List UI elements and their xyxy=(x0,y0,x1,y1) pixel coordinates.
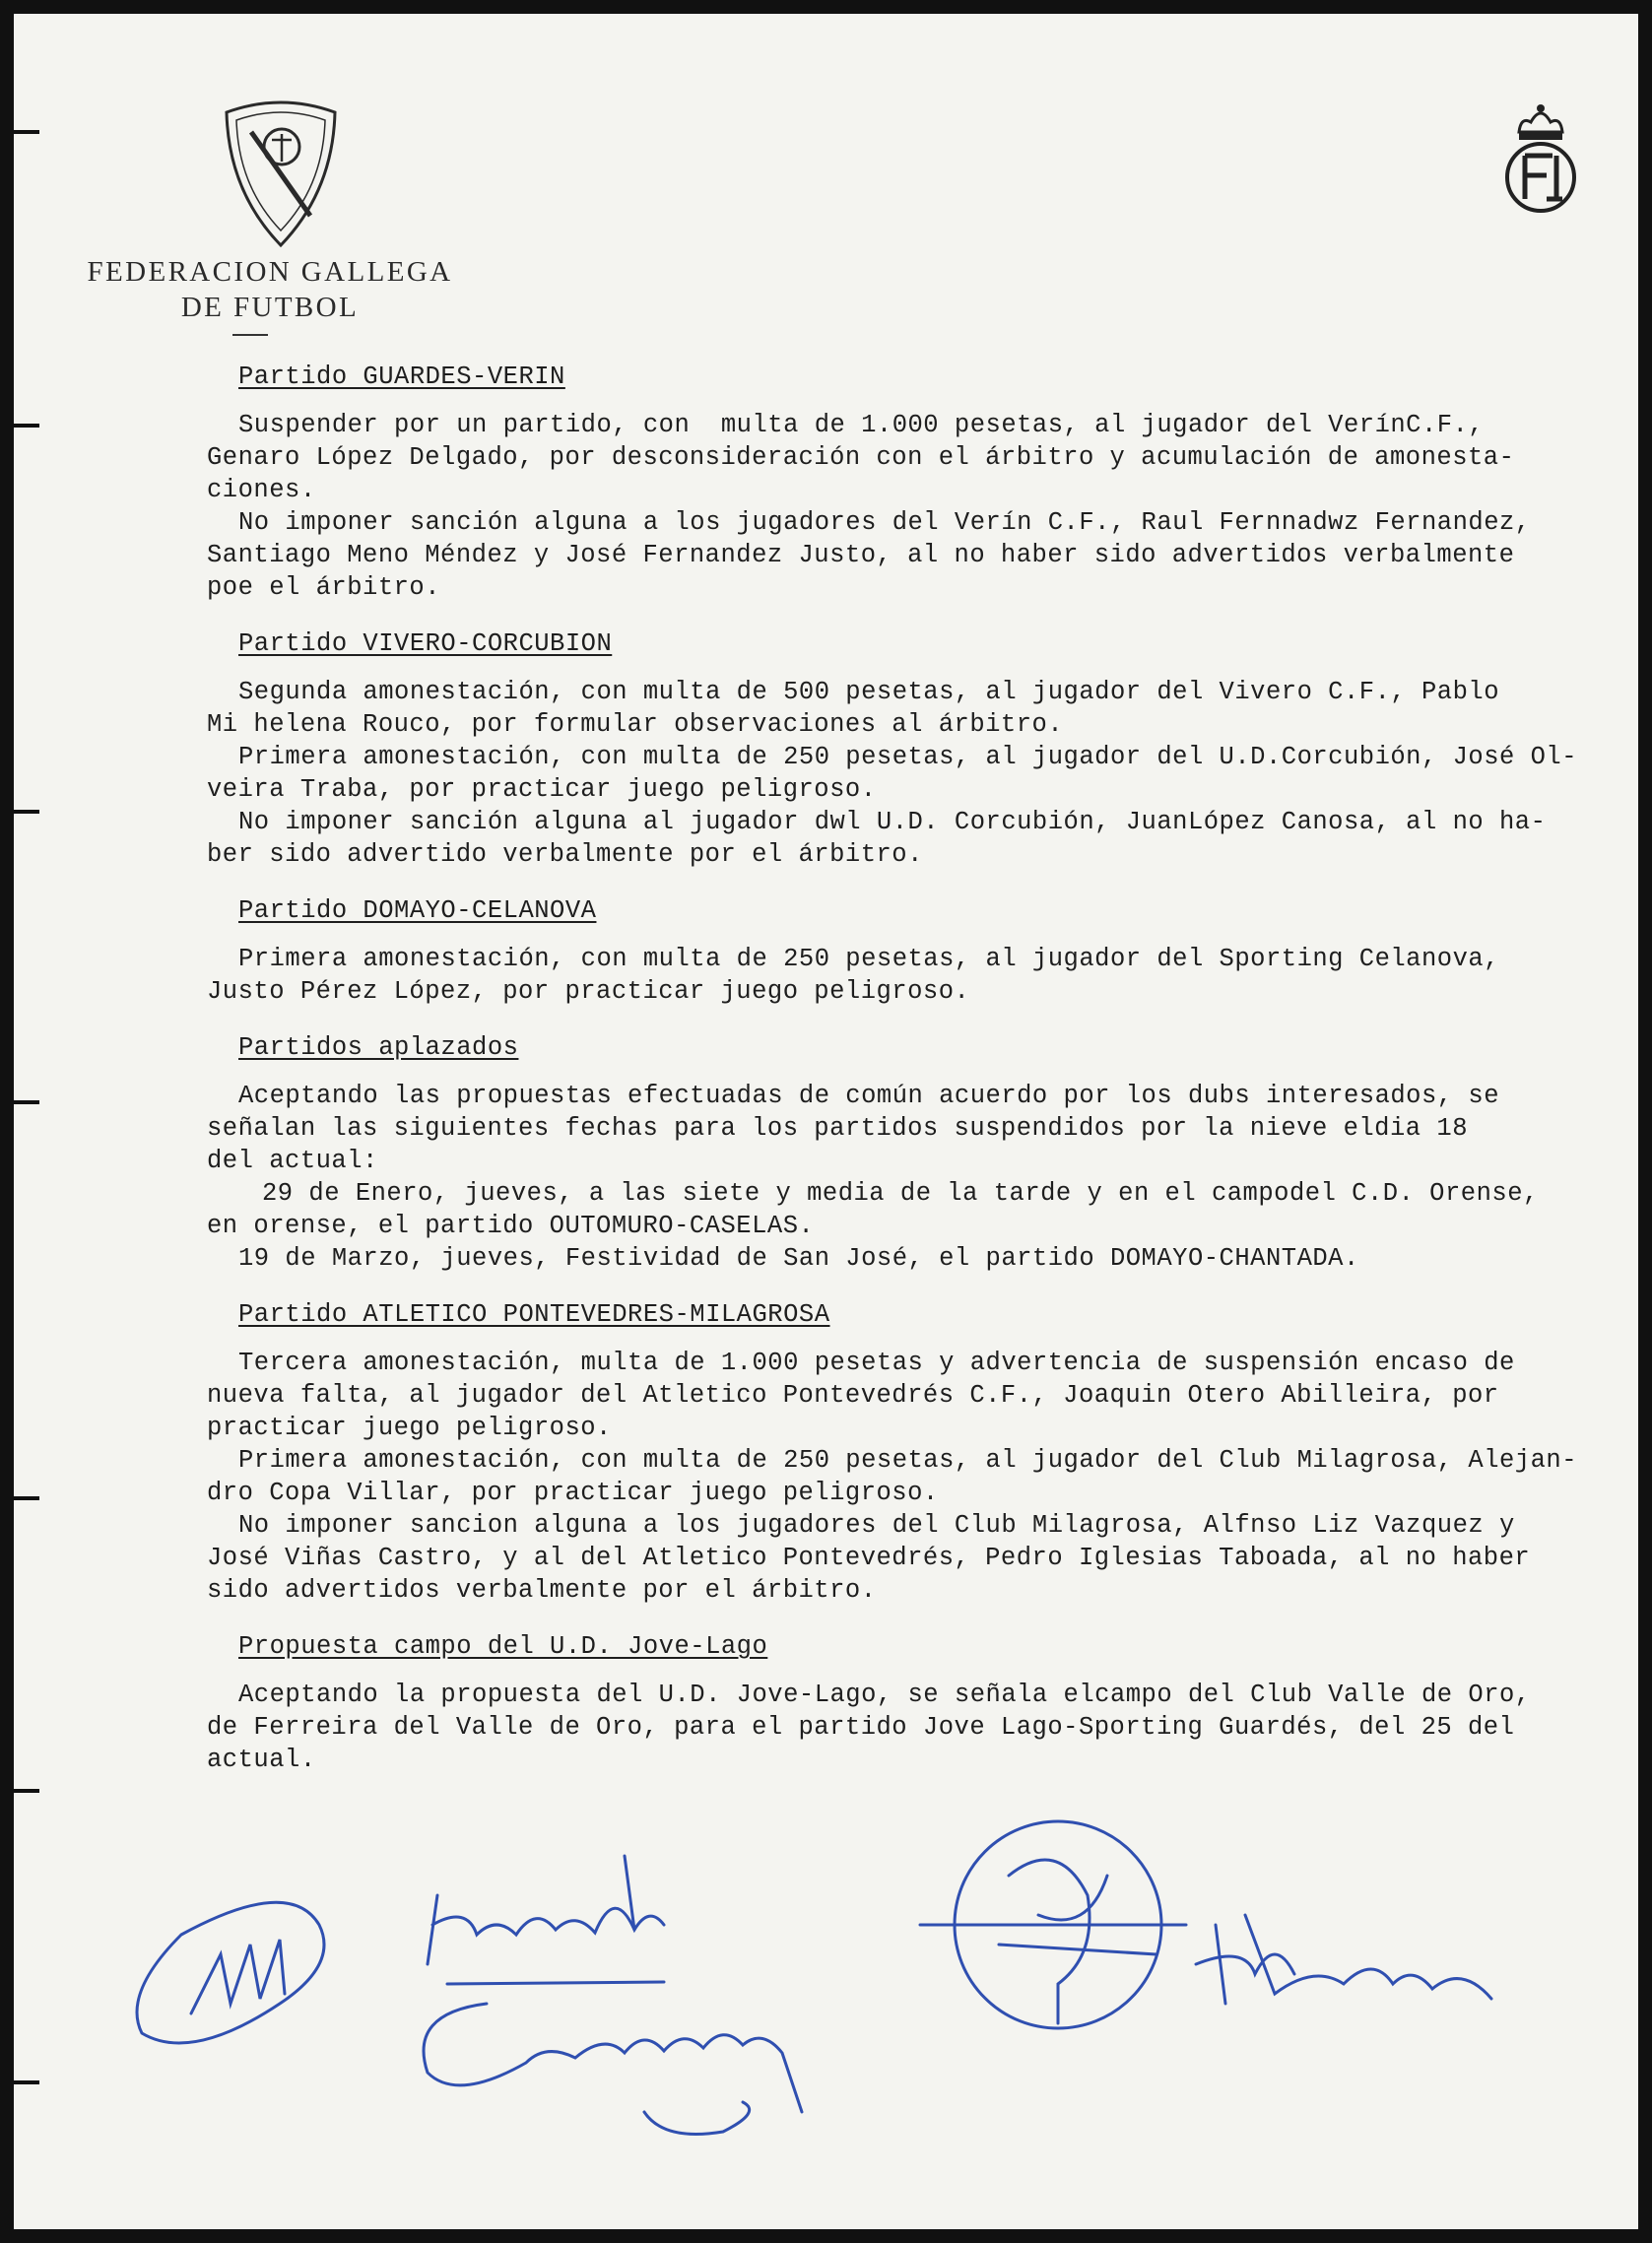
text-line: actual. xyxy=(207,1746,316,1774)
text-line: Suspender por un partido, con multa de 1.000 pesetas, al jugador del VerínC.F., xyxy=(238,411,1485,439)
text-line: No imponer sancion alguna a los jugadores del Club Milagrosa, Alfnso Liz Vazquez y xyxy=(238,1511,1515,1540)
text-line: Primera amonestación, con multa de 250 pesetas, al jugador del Sporting Celanova, xyxy=(238,945,1500,973)
section-text xyxy=(207,409,1625,604)
section xyxy=(207,894,1625,1008)
text-line: veira Traba, por practicar juego peligroso. xyxy=(207,775,877,804)
text-line: de Ferreira del Valle de Oro, para el partido Jove Lago-Sporting Guardés, del 25 del xyxy=(207,1713,1515,1742)
text-line: Tercera amonestación, multa de 1.000 pesetas y advertencia de suspensión encaso de xyxy=(238,1349,1515,1377)
text-line: Primera amonestación, con multa de 250 pesetas, al jugador del U.D.Corcubión, José Ol- xyxy=(238,743,1578,771)
text-line: poe el árbitro. xyxy=(207,573,441,602)
text-line: 29 de Enero, jueves, a las siete y media de la tarde y en el campodel C.D. Orense, xyxy=(262,1179,1539,1208)
text-line: Aceptando las propuestas efectuadas de común acuerdo por los dubs interesados, se xyxy=(238,1082,1500,1110)
text-line: dro Copa Villar, por practicar juego peligroso. xyxy=(207,1479,939,1507)
header-rule xyxy=(232,334,268,336)
binding-hole-mark xyxy=(14,2080,39,2084)
section xyxy=(207,1298,1625,1607)
crowned-rfef-emblem-icon xyxy=(1491,95,1590,221)
text-line: 19 de Marzo, jueves, Festividad de San José, el partido DOMAYO-CHANTADA. xyxy=(238,1244,1359,1273)
text-line: Segunda amonestación, con multa de 500 pesetas, al jugador del Vivero C.F., Pablo xyxy=(238,678,1500,706)
signature-2 xyxy=(428,1856,664,1984)
section-heading: Partido GUARDES-VERIN xyxy=(238,363,565,391)
binding-hole-mark xyxy=(14,1789,39,1793)
section-heading: Propuesta campo del U.D. Jove-Lago xyxy=(238,1632,768,1661)
section-text xyxy=(207,1679,1625,1776)
section-heading: Partido DOMAYO-CELANOVA xyxy=(238,896,597,925)
text-line: Santiago Meno Méndez y José Fernandez Justo, al no haber sido advertidos verbalmente xyxy=(207,541,1515,569)
binding-hole-mark xyxy=(14,1496,39,1500)
text-line: practicar juego peligroso. xyxy=(207,1414,612,1442)
signature-4 xyxy=(920,1821,1186,2028)
section xyxy=(207,361,1625,604)
signature-5 xyxy=(1196,1915,1491,2004)
document-page xyxy=(14,14,1638,2229)
signature-1 xyxy=(137,1902,324,2043)
text-line: señalan las siguientes fechas para los partidos suspendidos por la nieve eldia 18 xyxy=(207,1114,1469,1143)
text-line: Justo Pérez López, por practicar juego peligroso. xyxy=(207,977,970,1006)
text-line: Mi helena Rouco, por formular observaciones al árbitro. xyxy=(207,710,1064,739)
section-heading: Partidos aplazados xyxy=(238,1033,519,1062)
section-text xyxy=(207,943,1625,1008)
text-line: nueva falta, al jugador del Atletico Pontevedrés C.F., Joaquin Otero Abilleira, por xyxy=(207,1381,1499,1410)
section-text xyxy=(207,1080,1625,1275)
text-line: del actual: xyxy=(207,1147,378,1175)
text-line: en orense, el partido OUTOMURO-CASELAS. xyxy=(207,1212,815,1240)
section-heading: Partido VIVERO-CORCUBION xyxy=(238,629,613,658)
text-line: José Viñas Castro, y al del Atletico Pontevedrés, Pedro Iglesias Taboada, al no haber xyxy=(207,1544,1531,1572)
section-heading: Partido ATLETICO PONTEVEDRES-MILAGROSA xyxy=(238,1300,830,1329)
signature-3 xyxy=(424,2004,802,2135)
text-line: No imponer sanción alguna a los jugadores del Verín C.F., Raul Fernnadwz Fernandez, xyxy=(238,508,1531,537)
organization-name-line: DE FUTBOL xyxy=(180,292,360,323)
section xyxy=(207,1630,1625,1776)
text-line: sido advertidos verbalmente por el árbitro. xyxy=(207,1576,877,1605)
section-text xyxy=(207,676,1625,871)
text-line: Aceptando la propuesta del U.D. Jove-Lago, se señala elcampo del Club Valle de Oro, xyxy=(238,1681,1531,1709)
resolution-body xyxy=(207,349,1625,1800)
organization-name xyxy=(63,254,477,325)
section xyxy=(207,1031,1625,1275)
signatures-area xyxy=(112,1816,1590,2142)
text-line: Genaro López Delgado, por desconsideración con el árbitro y acumulación de amonesta- xyxy=(207,443,1515,472)
binding-hole-mark xyxy=(14,810,39,814)
section-text xyxy=(207,1347,1625,1607)
text-line: Primera amonestación, con multa de 250 pesetas, al jugador del Club Milagrosa, Alejan- xyxy=(238,1446,1578,1475)
binding-hole-mark xyxy=(14,1100,39,1104)
text-line: ciones. xyxy=(207,476,316,504)
text-line: ber sido advertido verbalmente por el árbitro. xyxy=(207,840,923,869)
text-line: No imponer sanción alguna al jugador dwl U.D. Corcubión, JuanLópez Canosa, al no ha- xyxy=(238,808,1547,836)
binding-hole-mark xyxy=(14,130,39,134)
section xyxy=(207,627,1625,871)
binding-hole-mark xyxy=(14,424,39,428)
organization-name-line: FEDERACION GALLEGA xyxy=(87,256,453,288)
federacion-gallega-shield-icon xyxy=(217,93,345,250)
